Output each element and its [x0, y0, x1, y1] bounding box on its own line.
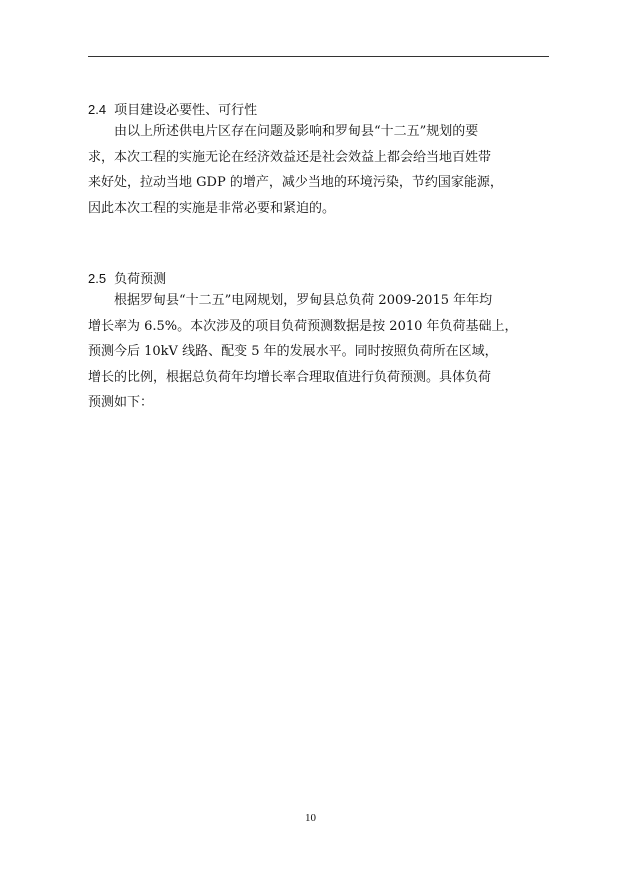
paragraph-line: 增长的比例，根据总负荷年均增长率合理取值进行负荷预测。具体负荷	[88, 369, 492, 385]
paragraph-line: 根据罗甸县“十二五”电网规划，罗甸县总负荷 2009-2015 年年均	[114, 293, 493, 308]
paragraph-line: 预测如下：	[88, 395, 154, 410]
section-title: 负荷预测	[114, 272, 167, 287]
section-2-5	[88, 270, 558, 416]
paragraph-line: 求，本次工程的实施无论在经济效益还是社会效益上都会给当地百姓带	[88, 149, 492, 165]
paragraph-line: 预测今后 10kV 线路、配变 5 年的发展水平。同时按照负荷所在区域，	[88, 344, 498, 359]
page-number: 10	[305, 812, 316, 824]
section-title: 项目建设必要性、可行性	[114, 103, 258, 118]
section-number: 2.5	[88, 271, 107, 286]
section-number: 2.4	[88, 102, 107, 117]
section-2-4	[88, 101, 558, 221]
paragraph-line: 因此本次工程的实施是非常必要和紧迫的。	[88, 200, 336, 216]
section-heading	[88, 270, 558, 288]
section-heading	[88, 101, 558, 119]
paragraph-line: 由以上所述供电片区存在问题及影响和罗甸县“十二五”规划的要	[114, 124, 479, 139]
paragraph-line: 增长率为 6.5%。本次涉及的项目负荷预测数据是按 2010 年负荷基础上，	[88, 318, 518, 334]
header-rule	[88, 56, 549, 57]
paragraph-line: 来好处，拉动当地 GDP 的增产，减少当地的环境污染，节约国家能源，	[88, 175, 503, 190]
